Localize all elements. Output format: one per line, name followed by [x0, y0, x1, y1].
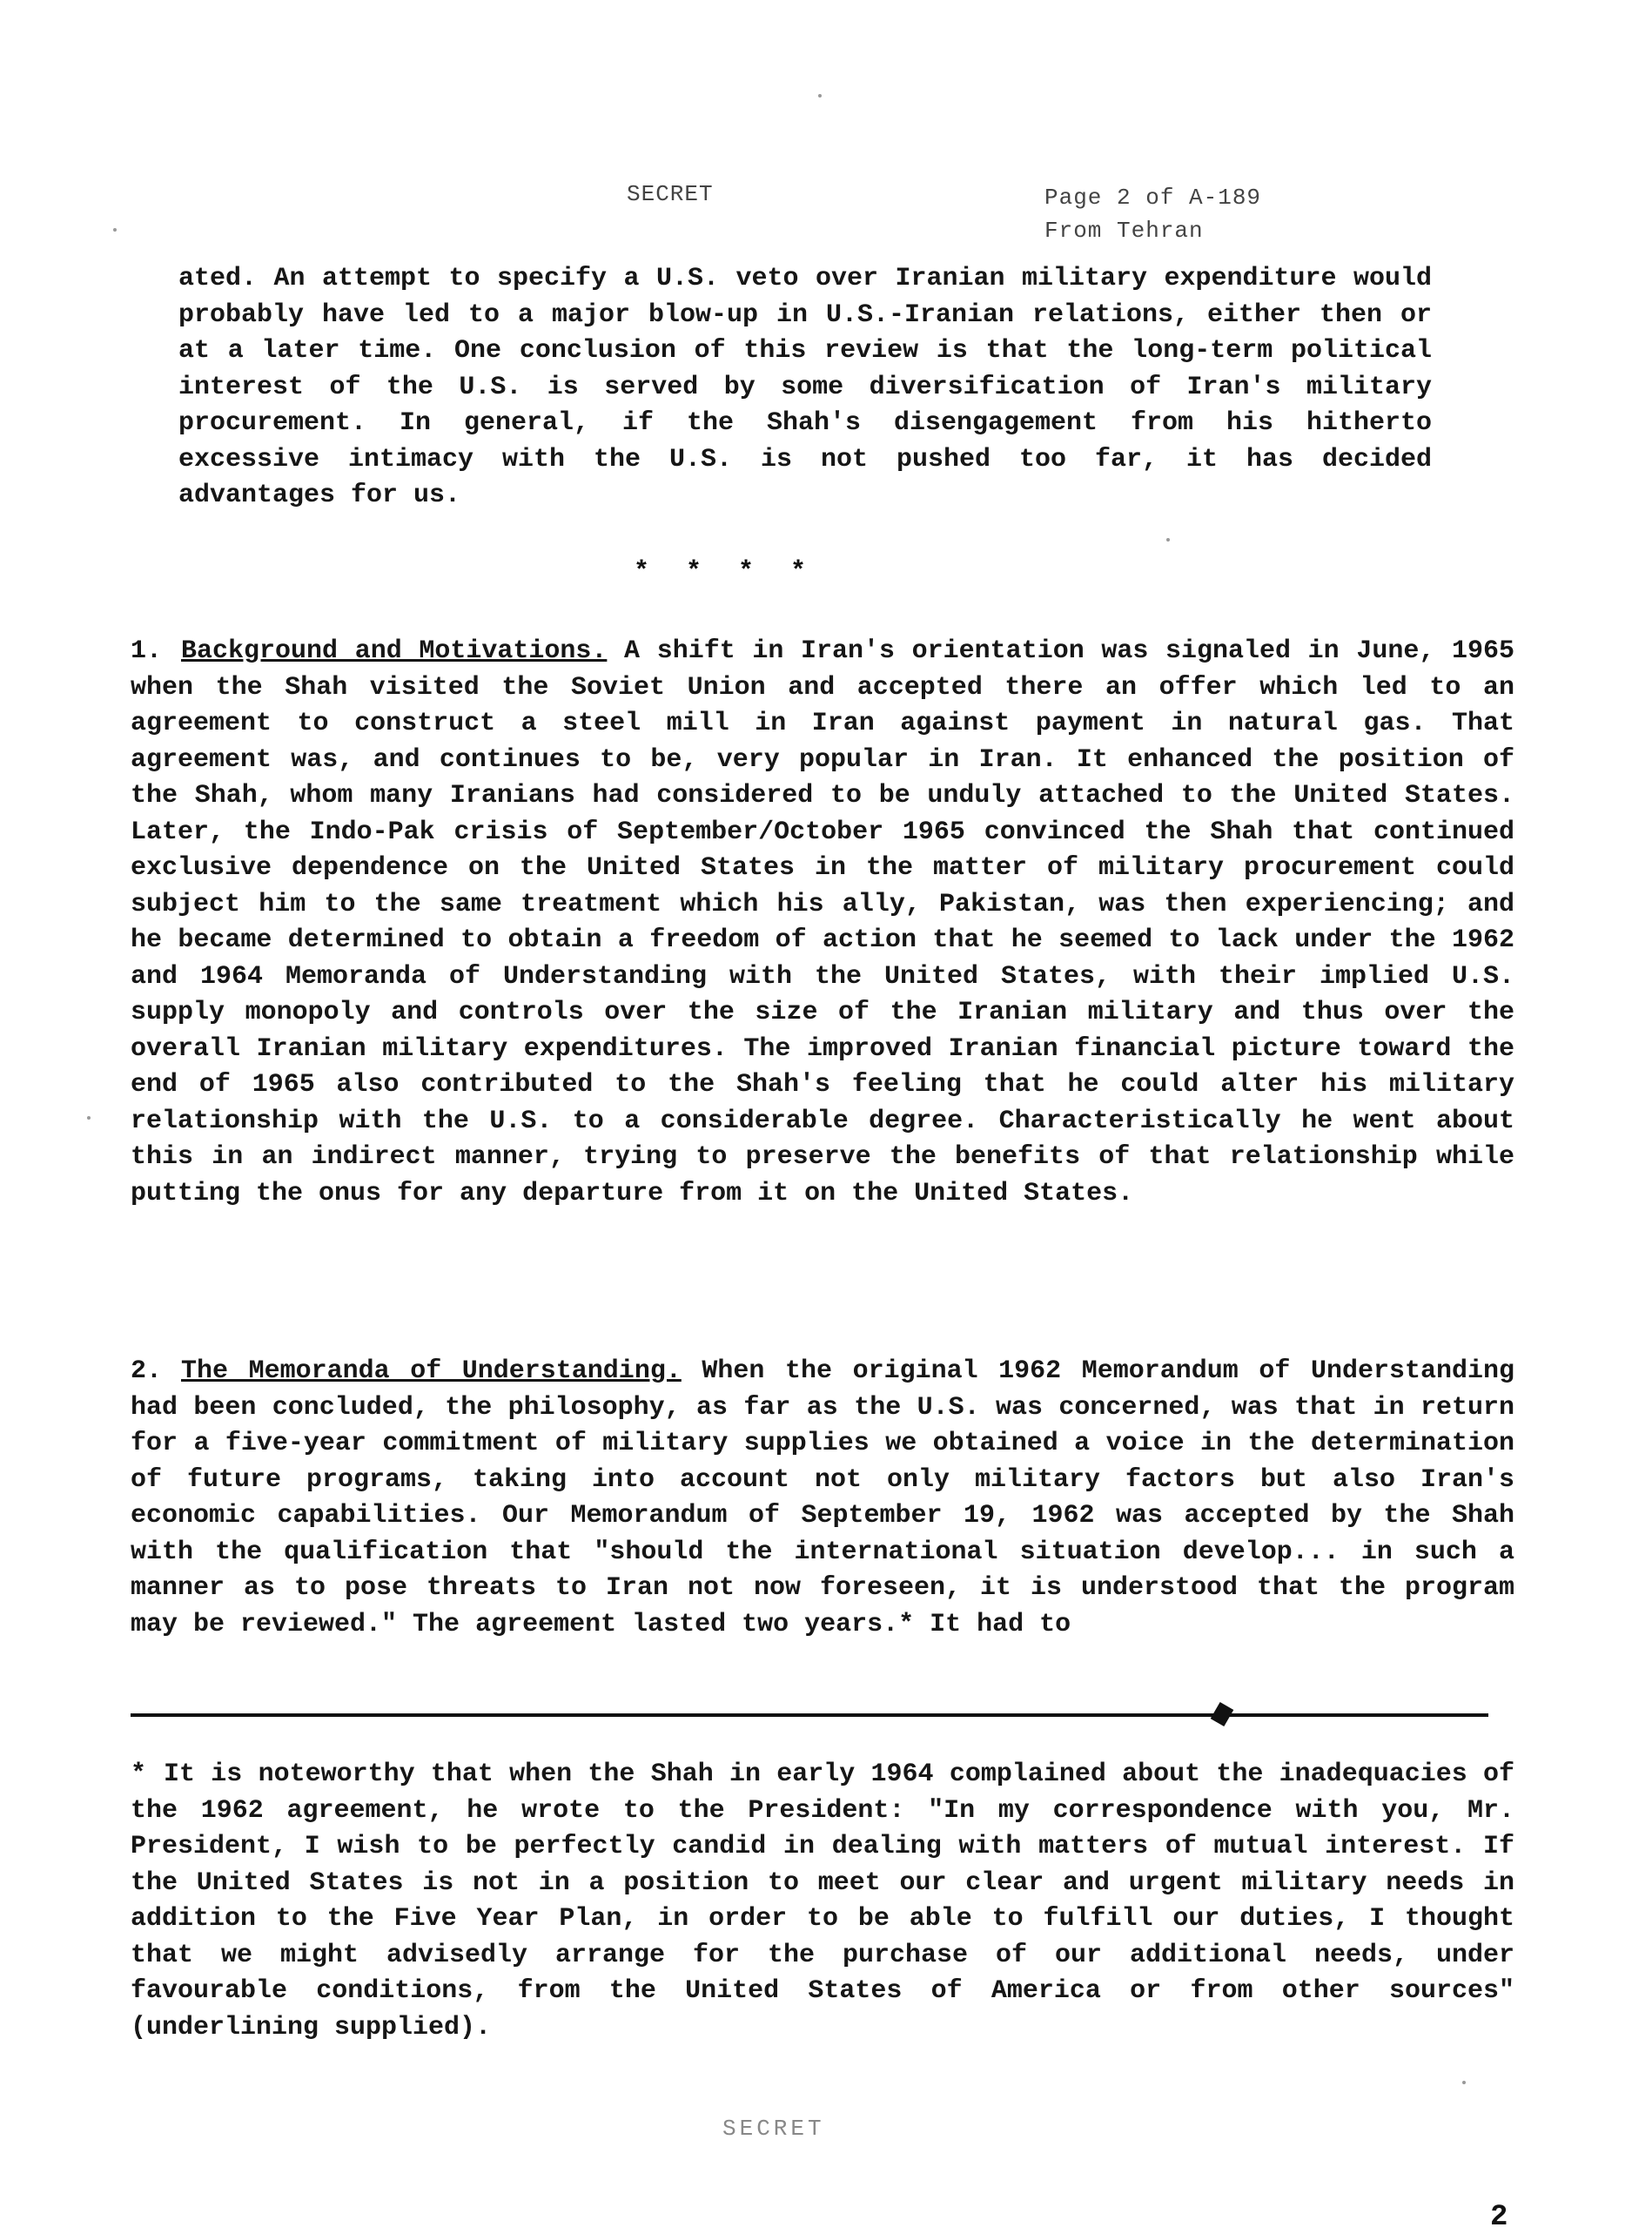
scan-speck	[818, 94, 822, 98]
section-1-paragraph	[131, 634, 1514, 1212]
footer-classification: SECRET	[722, 2116, 825, 2142]
scan-speck	[113, 228, 117, 232]
scan-speck	[1166, 538, 1170, 542]
scan-speck	[1462, 2081, 1466, 2084]
section-2-paragraph	[131, 1354, 1514, 1643]
page-number: 2	[1490, 2201, 1508, 2234]
divider-ink-mark	[1211, 1702, 1234, 1726]
section-separator: * * * *	[634, 557, 817, 587]
page-reference	[1044, 181, 1261, 247]
section-2-heading: The Memoranda of Understanding.	[181, 1356, 682, 1386]
page-reference-line-2: From Tehran	[1044, 218, 1204, 244]
intro-paragraph: ated. An attempt to specify a U.S. veto over Iranian military expenditure would probably have led to a major blow-up in U.S.-Iranian relations, either then or at a later time. One conclusion of this review is that the long-term political interest of the U.S. is served by some diversification of Iran's military procurement. In general, if the Shah's disengagement from his hitherto excessive intimacy with the U.S. is not pushed too far, it has decided advantages for us.	[178, 264, 1432, 510]
section-1-heading: Background and Motivations.	[181, 636, 608, 666]
footnote-divider	[131, 1713, 1488, 1717]
scan-speck	[87, 1116, 91, 1120]
section-2-text: When the original 1962 Memorandum of Understanding had been concluded, the philosophy, as far as the U.S. was concerned, was that in return for a five-year commitment of military supplies we obtained a voice in the determination of future programs, taking into account not only military factors but also Iran's economic capabilities. Our Memorandum of September 19, 1962 was accepted by the Shah with the qualification that "should the international situation develop... in such a manner as to pose threats to Iran not now foreseen, it is understood that the program may be reviewed." The agreement lasted two years.* It had to	[131, 1356, 1514, 1639]
section-2-number: 2.	[131, 1356, 163, 1386]
footnote-paragraph	[131, 1757, 1514, 2046]
footnote-marker: *	[131, 1760, 147, 1789]
section-1-text: A shift in Iran's orientation was signaled in June, 1965 when the Shah visited the Soviet Union and accepted there an offer which led to an agreement to construct a steel mill in Iran against payment in natural gas. That agreement was, and continues to be, very popular in Iran. It enhanced the position of the Shah, whom many Iranians had considered to be unduly attached to the United States. Later, the Indo-Pak crisis of September/October 1965 convinced the Shah that continued exclusive dependence on the United States in the matter of military procurement could subject him to the same treatment which his ally, Pakistan, was then experiencing; and he became determined to obtain a freedom of action that he seemed to lack under the 1962 and 1964 Memoranda of Understanding with the United States, with their implied U.S. supply monopoly and controls over the size of the Iranian military and thus over the overall Iranian military expenditures. The improved Iranian financial picture toward the end of 1965 also contributed to the Shah's feeling that he could alter his military relationship with the U.S. to a considerable degree. Characteristically he went about this in an indirect manner, trying to preserve the benefits of that relationship while putting the onus for any departure from it on the United States.	[131, 636, 1514, 1208]
classification-marking: SECRET	[627, 181, 714, 207]
footnote-text: It is noteworthy that when the Shah in early 1964 complained about the inadequacies of the 1962 agreement, he wrote to the President: "In my correspondence with you, Mr. President, I wish to be perfectly candid in dealing with matters of mutual interest. If the United States is not in a position to meet our clear and urgent military needs in addition to the Five Year Plan, in order to be able to fulfill our duties, I thought that we might advisedly arrange for the purchase of our additional needs, under favourable conditions, from the United States of America or from other sources" (underlining supplied).	[131, 1760, 1514, 2042]
page-reference-line-1: Page 2 of A-189	[1044, 185, 1262, 211]
section-1-number: 1.	[131, 636, 163, 666]
